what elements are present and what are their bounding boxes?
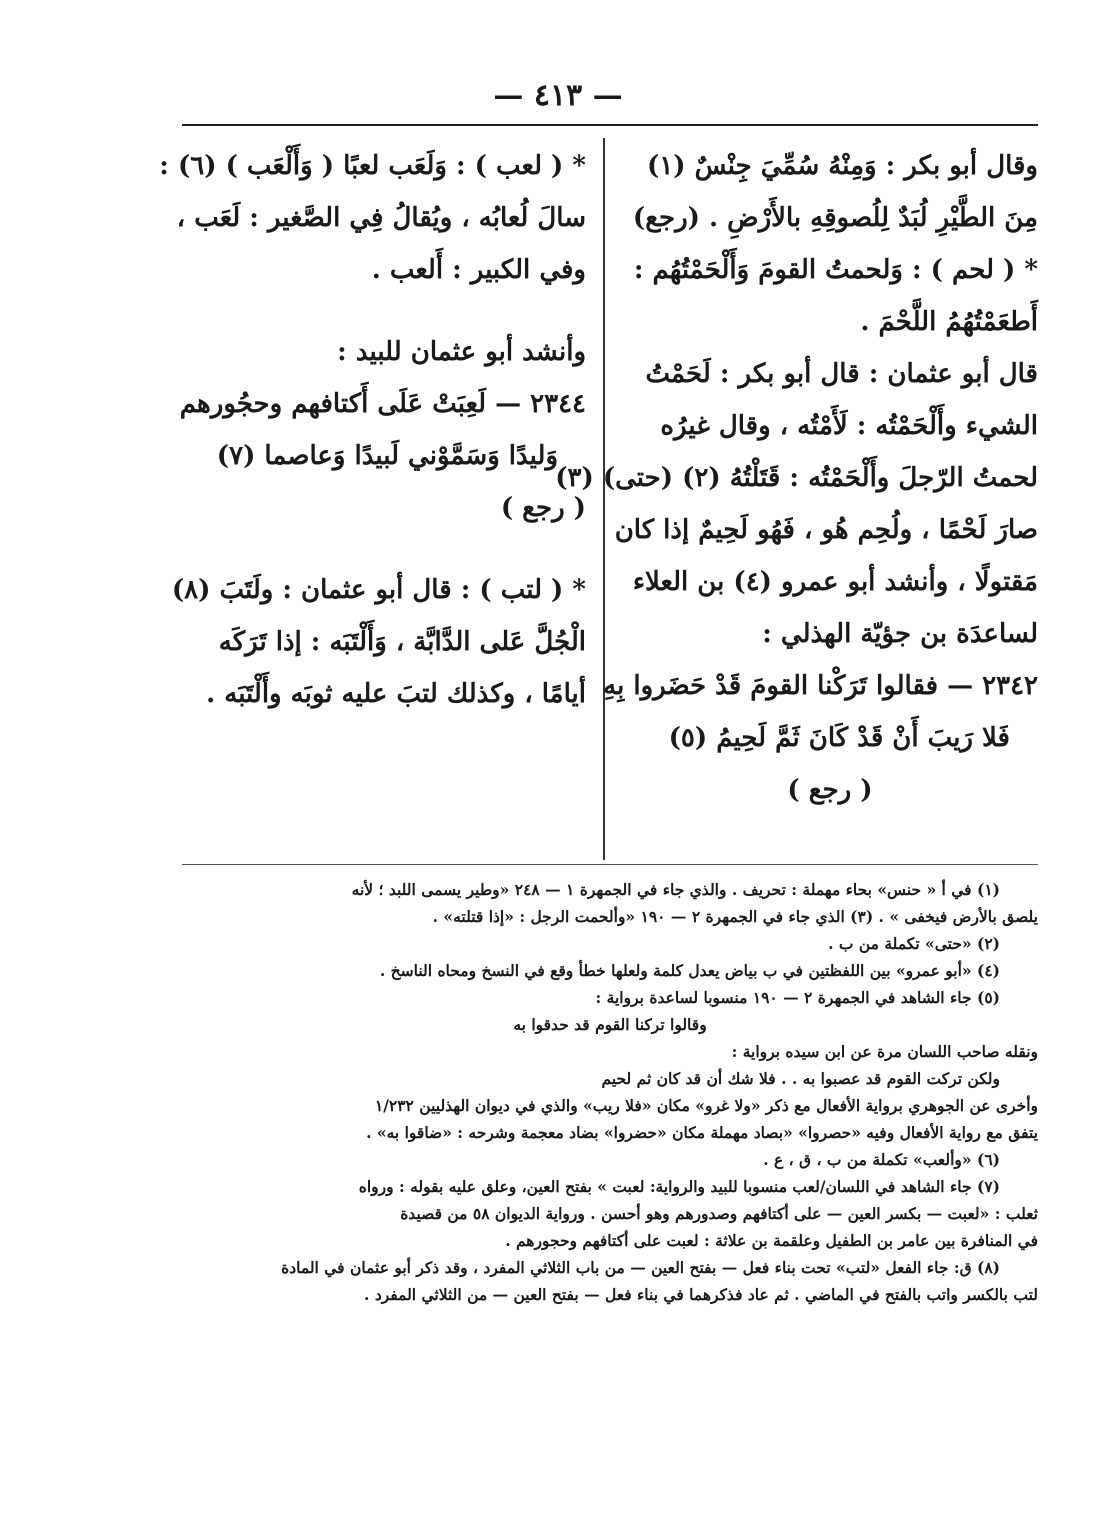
text-line: لحمتُ الرّجلَ وأَلْحَمْتُه : قَتَلْتُهُ (٢) (حتى) (٣) [555, 463, 1038, 493]
footnotes [182, 876, 1038, 1308]
rujoo-marker: ( رجع ) [787, 775, 873, 805]
top-rule [182, 124, 1038, 126]
footnote-line: يتفق مع رواية الأفعال وفيه «حصروا» «بصاد مهملة مكان «حضروا» بضاد معجمة وشرحه : «ضاقوا به» . [366, 1123, 1038, 1142]
footnote-line: (٥) جاء الشاهد في الجمهرة ٢ — ١٩٠ منسوبا لساعدة برواية : [595, 988, 1000, 1007]
footnote-line: (٤) «أبو عمرو» بين اللفظتين في ب بياض يعدل كلمة ولعلها خطأ وقع في النسخ ومحاه الناسخ . [379, 961, 1000, 980]
footnote-line: ثعلب : «لعبت — بكسر العين — على أكتافهم وصدورهم وهو أحسن . ورواية الديوان ٥٨ من قصيدة [400, 1204, 1038, 1223]
right-column [555, 140, 1038, 816]
text-line: سالَ لُعابُه ، ويُقالُ فِي الصَّغير : لَعَب ، [176, 203, 586, 233]
entry-heading-latab: * ( لتب ) : قال أبو عثمان : ولَتَبَ (٨) [171, 575, 586, 605]
text-line: وقال أبو بكر : وَمِنْهُ سُمِّيَ جِنْسٌ (١) [647, 151, 1038, 181]
text-line: أَطعَمْتُهُمُ اللَّحْمَ . [860, 307, 1038, 337]
footnote-line: لتب بالكسر واتب بالفتح في الماضي . ثم عاد فذكرهما في بناء فعل — بفتح العين — من الثلاثي المفرد . [364, 1285, 1038, 1304]
entry-heading-lahm: * ( لحم ) : وَلحمتُ القومَ وَأَلْحَمْتُهُم : [633, 255, 1038, 285]
poem-verse-2342-line-2: فَلا رَيبَ أَنْ قَدْ كَانَ ثَمَّ لَحِيمُ (٥) [668, 723, 1010, 753]
poem-verse-2344-line-2: وَليدًا وَسَمَّوْني لَبيدًا وَعاصما (٧) [216, 441, 558, 471]
page-number: — ٤١٣ — [493, 78, 623, 113]
text-line: الْجُلَّ عَلى الدَّابَّة ، وَأَلْتَبَه : إذا تَرَكَه [218, 627, 586, 657]
footnote-line: (١) في أ « حنس» بحاء مهملة : تحريف . والذي جاء في الجمهرة ١ — ٢٤٨ «وطير يسمى اللبد ؛ لأنه [351, 880, 1000, 899]
text-line: مِنَ الطَّيْرِ لُبَدٌ لِلُصوقِهِ بالأَرْضِ . (رجع) [632, 203, 1038, 233]
text-line: صارَ لَحْمًا ، ولُحِم هُو ، فَهُو لَحِيمٌ إذا كان [614, 515, 1038, 545]
footnote-line: ولكن تركت القوم قد عصبوا به . . فلا شك أن قد كان ثم لحيم [601, 1069, 1000, 1088]
text-line: الشيء وأَلْحَمْتُه : لَأَمْتُه ، وقال غيرُه [660, 411, 1038, 441]
text-line: أيامًا ، وكذلك لتبَ عليه ثوبَه وأَلْتَبَه . [206, 679, 586, 709]
text-line: وفي الكبير : أَلعب . [371, 255, 586, 285]
rujoo-marker: ( رجع ) [500, 493, 586, 523]
text-line: مَقتولًا ، وأنشد أبو عمرو (٤) بن العلاء [632, 567, 1038, 597]
poem-intro: وأنشد أبو عثمان للبيد : [337, 337, 586, 367]
footnote-line: يلصق بالأرض فيخفى » . (٣) الذي جاء في الجمهرة ٢ — ١٩٠ «وألحمت الرجل : «إذا قتلته» . [432, 907, 1038, 926]
footnote-line: (٦) «وألعب» تكملة من ب ، ق ، ع . [763, 1150, 1000, 1169]
footnote-line: (٢) «حتى» تكملة من ب . [828, 934, 1000, 953]
poem-verse-2344-line-1: ٢٣٤٤ — لَعِبَتْ عَلَى أَكتافهم وحجُورهم [179, 389, 586, 419]
footnote-line: في المنافرة بين عامر بن الطفيل وعلقمة بن علاثة : لعبت على أكتافهم وحجورهم . [505, 1231, 1038, 1250]
text-line: قال أبو عثمان : قال أبو بكر : لَحَمْتُ [645, 359, 1038, 389]
entry-heading-laib: * ( لعب ) : وَلَعَب لعبًا ( وَأَلْعَب ) (٦) : [159, 151, 586, 181]
footnote-rule [182, 864, 1038, 865]
footnote-line: وأخرى عن الجوهري برواية الأفعال مع ذكر «ولا غرو» مكان «فلا ريب» والذي في ديوان الهذليين ١/٢٣٢ [374, 1096, 1038, 1115]
footnote-line: وقالوا تركنا القوم قد حدقوا به [513, 1015, 707, 1034]
text-line: لساعدَة بن جؤيّة الهذلي : [762, 619, 1038, 649]
footnote-line: (٧) جاء الشاهد في اللسان/لعب منسوبا للبيد والرواية: لعبت » بفتح العين، وعلق عليه بقوله : ورواه [358, 1177, 1000, 1196]
footnote-line: ونقله صاحب اللسان مرة عن ابن سيده برواية : [731, 1042, 1038, 1061]
left-column [159, 140, 586, 720]
poem-verse-2342-line-1: ٢٣٤٢ — فقالوا تَرَكْنا القومَ قَدْ حَضَروا بِهِ [603, 671, 1038, 701]
footnote-line: (٨) ق: جاء الفعل «لتب» تحت بناء فعل — بفتح العين — من باب الثلاثي المفرد ، وقد ذكر أبو عثمان في المادة [281, 1258, 1000, 1277]
